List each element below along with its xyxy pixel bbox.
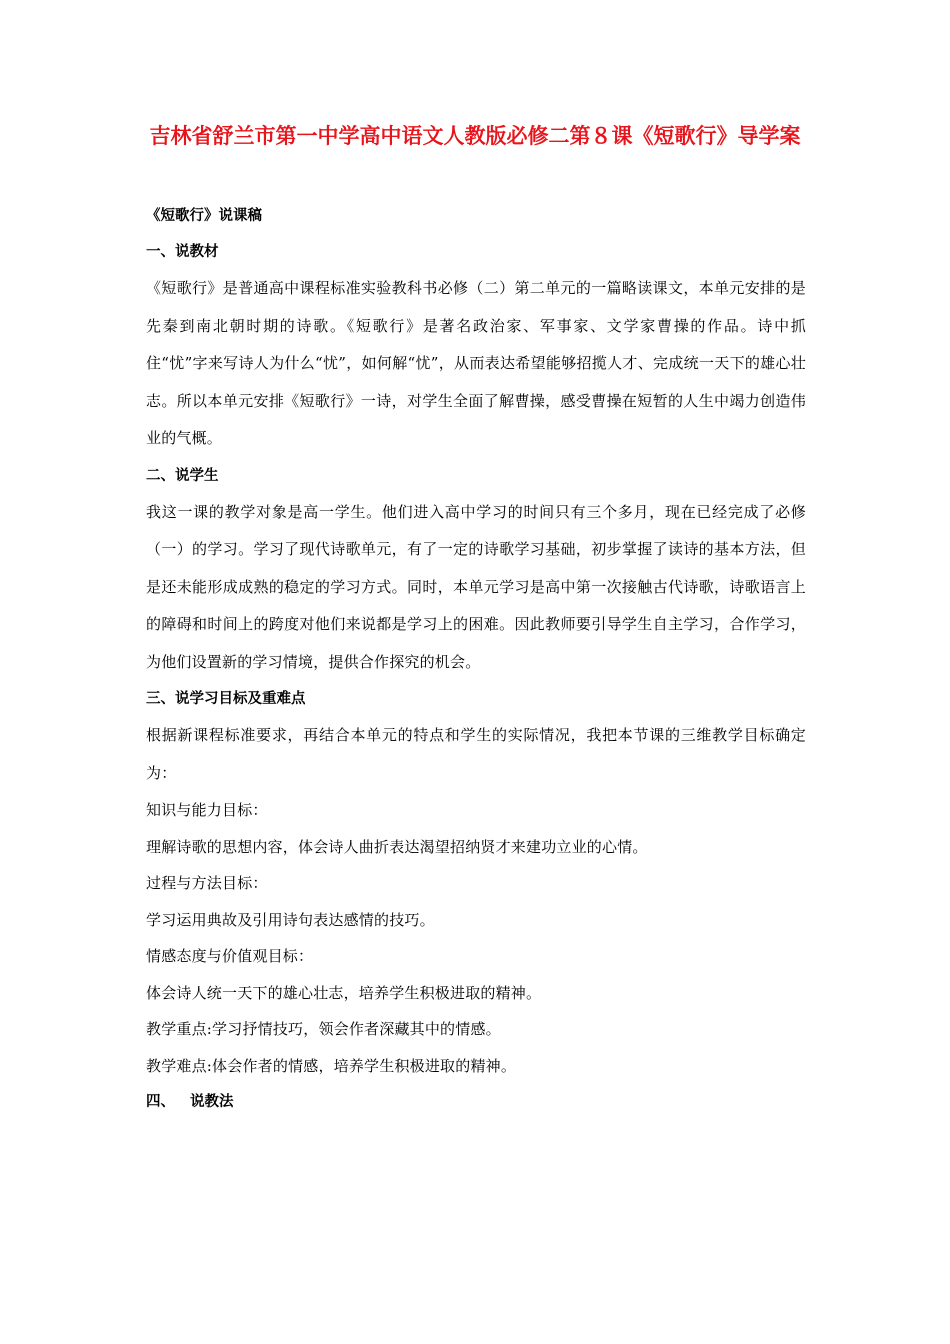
document-body	[146, 198, 806, 1120]
teaching-key-point: 教学重点:学习抒情技巧，领会作者深藏其中的情感。	[146, 1020, 501, 1038]
objective-text-attitude: 体会诗人统一天下的雄心壮志，培养学生积极进取的精神。	[146, 983, 542, 1002]
objective-label-knowledge: 知识与能力目标：	[146, 801, 268, 819]
objective-label-process: 过程与方法目标：	[146, 874, 268, 892]
document-subtitle: 《短歌行》说课稿	[146, 208, 262, 224]
objective-text-process: 学习运用典故及引用诗句表达感情的技巧。	[146, 910, 435, 929]
section-heading-objectives: 三、说学习目标及重难点	[146, 691, 306, 707]
teaching-difficulty: 教学难点:体会作者的情感，培养学生积极进取的精神。	[146, 1056, 517, 1075]
section-paragraph-students: 我这一课的教学对象是高一学生。他们进入高中学习的时间只有三个多月，现在已经完成了必修（一）的学习。学习了现代诗歌单元，有了一定的诗歌学习基础，初步掌握了读诗的基本方法，但是还未能形成成熟的稳定的学习方式。同时，本单元学习是高中第一次接触古代诗歌，诗歌语言上的障碍和时间上的跨度对他们来说都是学习上的困难。因此教师要引导学生自主学习，合作学习，为他们设置新的学习情境，提供合作探究的机会。	[146, 502, 806, 671]
document-title: 吉林省舒兰市第一中学高中语文人教版必修二第８课《短歌行》导学案	[149, 124, 801, 148]
section-paragraph-textbook: 《短歌行》是普通高中课程标准实验教科书必修（二）第二单元的一篇略读课文，本单元安排的是先秦到南北朝时期的诗歌。《短歌行》是著名政治家、军事家、文学家曹操的作品。诗中抓住“忧”字来写诗人为什么“忧”，如何解“忧”，从而表达希望能够招揽人才、完成统一天下的雄心壮志。所以本单元安排《短歌行》一诗，对学生全面了解曹操，感受曹操在短暂的人生中竭力创造伟业的气概。	[146, 279, 806, 447]
objective-text-knowledge: 理解诗歌的思想内容，体会诗人曲折表达渴望招纳贤才来建功立业的心情。	[146, 837, 648, 856]
section-paragraph-objectives: 根据新课程标准要求，再结合本单元的特点和学生的实际情况，我把本节课的三维教学目标确定为：	[146, 726, 806, 782]
section-heading-students: 二、说学生	[146, 467, 219, 484]
section-heading-textbook: 一、说教材	[146, 244, 219, 260]
section-heading-methods: 四、 说教法	[146, 1094, 234, 1110]
objective-label-attitude: 情感态度与价值观目标：	[146, 947, 314, 965]
